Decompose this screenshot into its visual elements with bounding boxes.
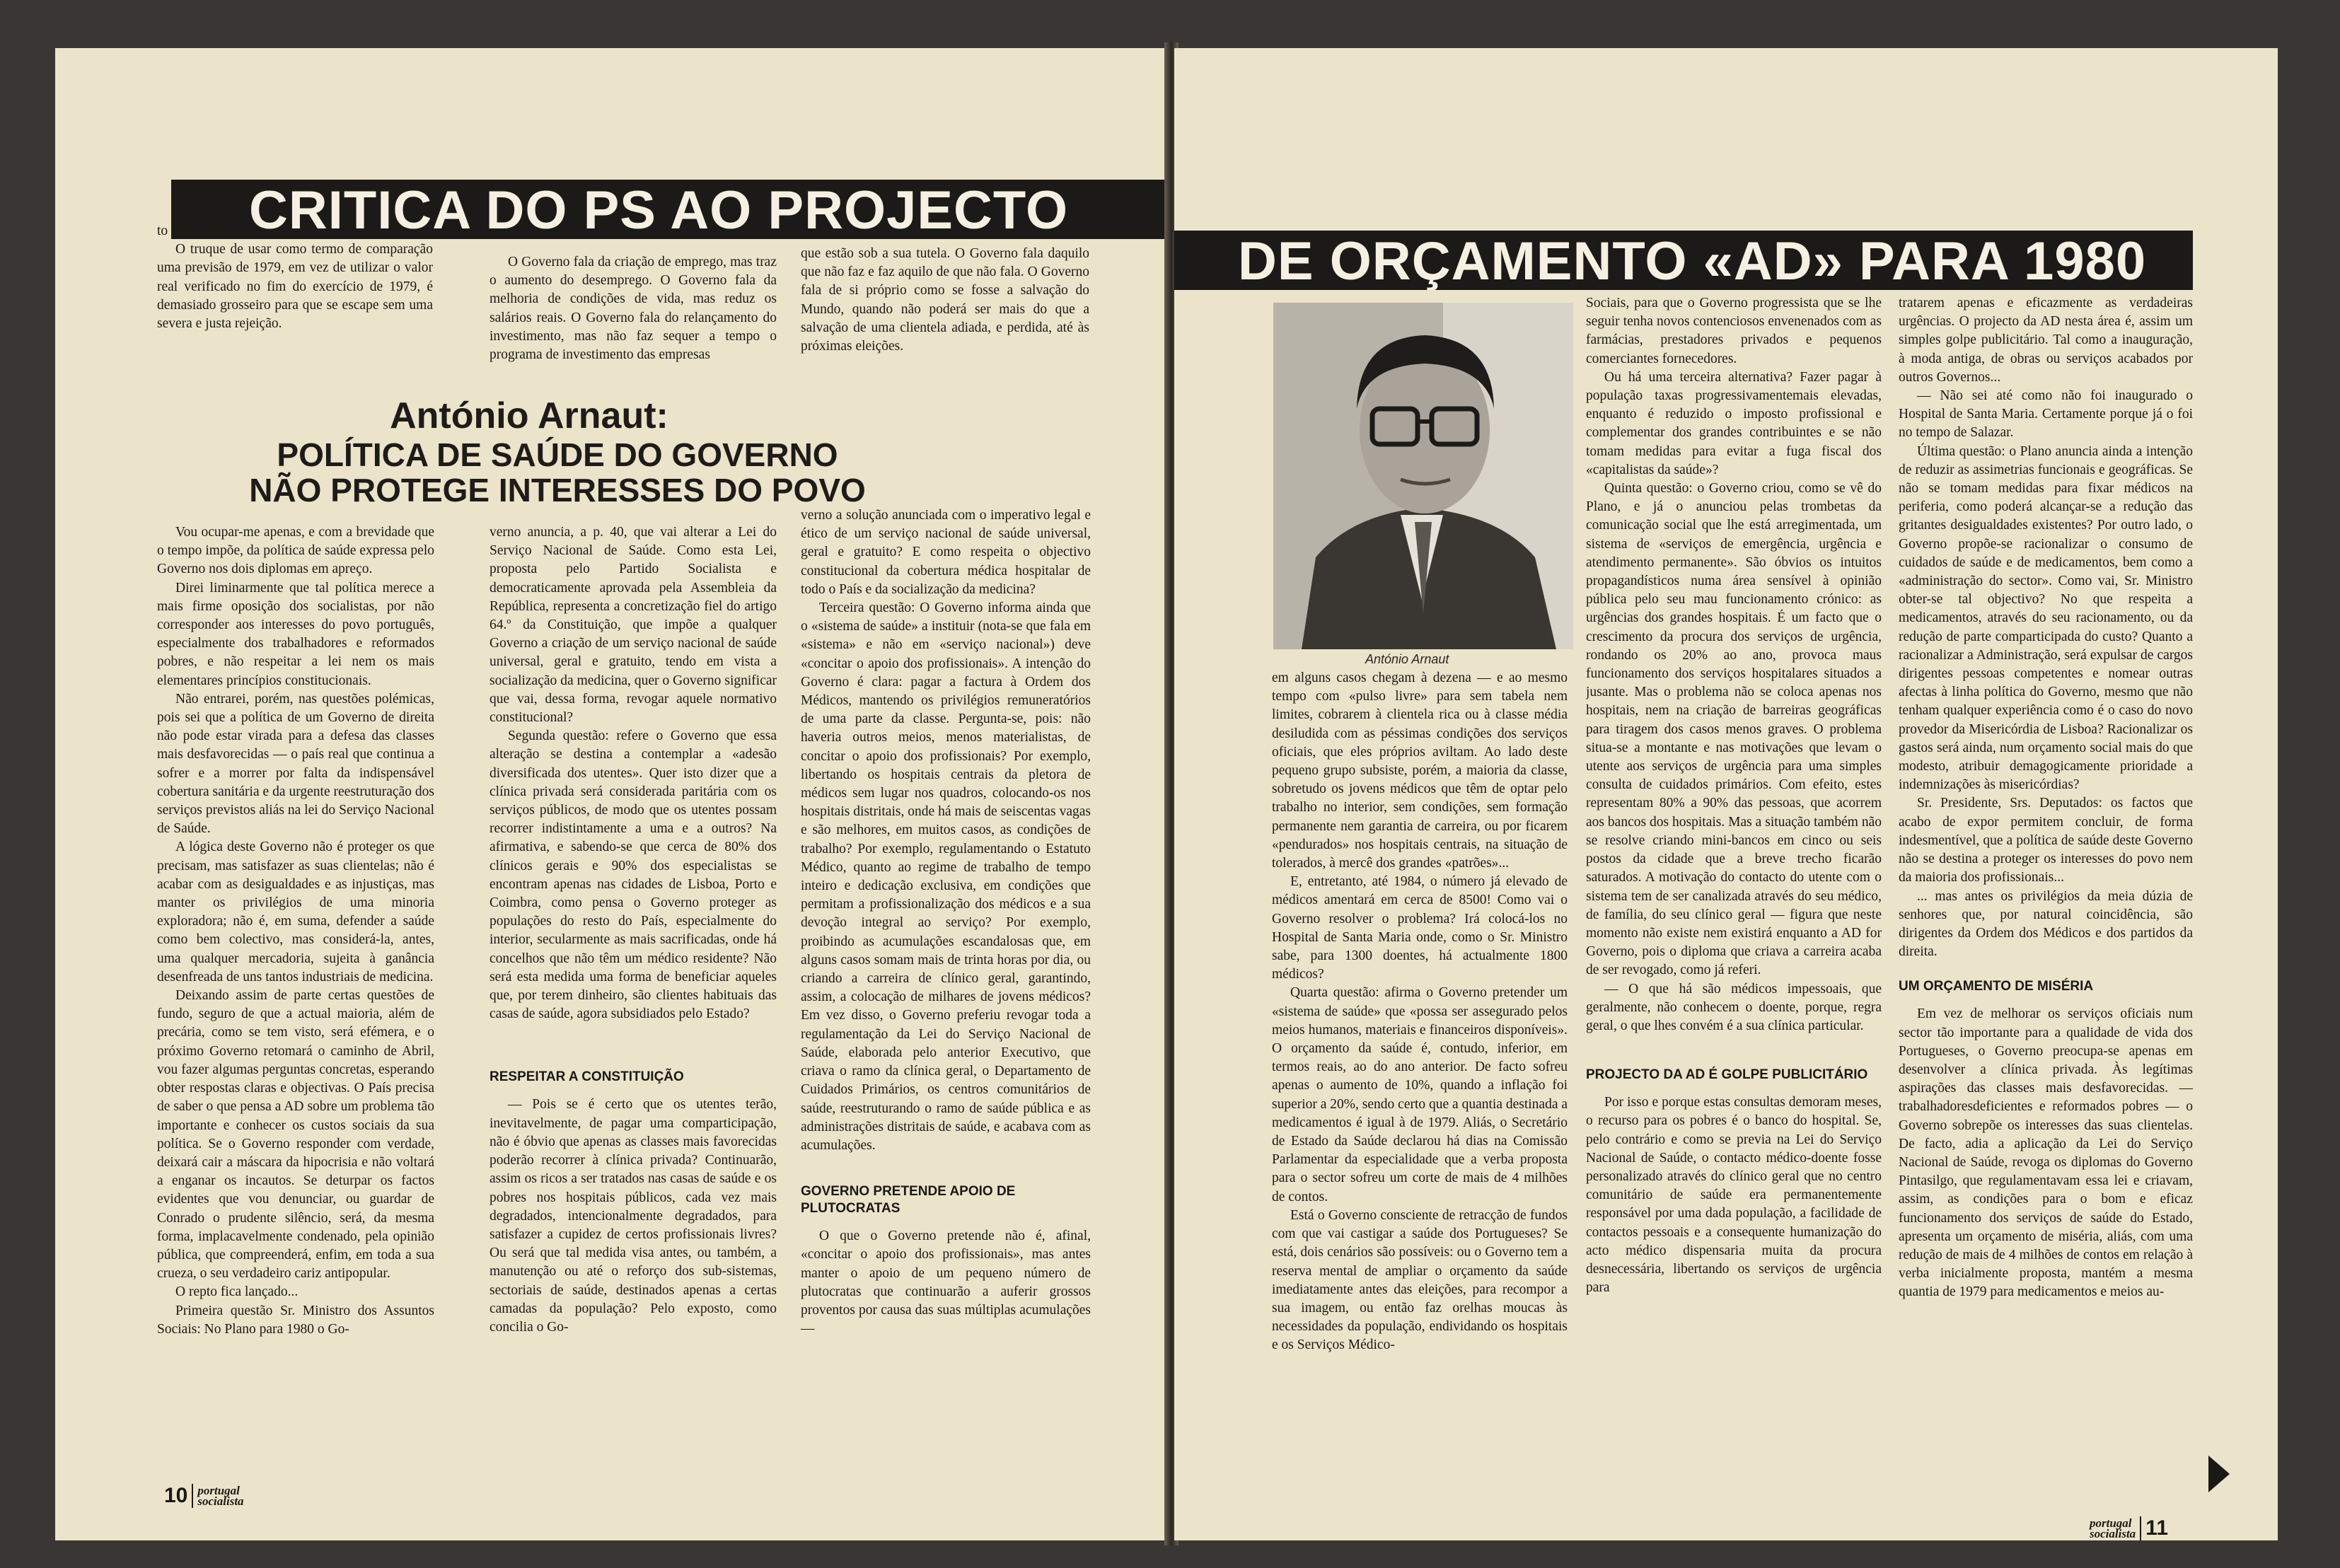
title-band-right: DE ORÇAMENTO «AD» PARA 1980 [1174, 231, 2193, 290]
paragraph: Deixando assim de parte certas questões de fundo, seguro de que a actual maioria, além de precária, como se tem visto, será efémera, e o próximo Governo retomará o caminho de Abril, vou fazer algumas perguntas concretas, esperando obter respostas claras e objectivas. O País precisa de saber o que pensa a AD sobre um problema tão importante e conhecer os custos sociais da sua política. Se o Governo responder com verdade, deixará cair a máscara da hipocrisia e não voltará a enganar os incautos. Se deturpar os factos evidentes que vou denunciar, ou guardar de Conrado o prudente silêncio, será, da mesma forma, implacavelmente condenado, pela opinião pública, que compreenderá, enfim, em toda a sua crueza, o seu verdadeiro cariz antipopular. [157, 988, 434, 1282]
paragraph: Vou ocupar-me apenas, e com a brevidade que o tempo impõe, da política de saúde expressa pelo Governo nos dois diplomas em apreço. [157, 525, 434, 577]
intro-paragraph: que estão sob a sua tutela. O Governo fala daquilo que não faz e faz aquilo de que não fala. O Governo fala de si próprio como se fosse a salvação do Mundo, quando não poderá ser mais do que a salvação de uma clientela adiada, e perdida, até às próximas eleições. [801, 246, 1089, 354]
intro-paragraph: O truque de usar como termo de comparação uma previsão de 1979, em vez de utilizar o valor real verificado no fim do exercício de 1979, é demasiado grosseiro para que se escape sem uma severa e justa rejeição. [157, 242, 433, 332]
paragraph: Quarta questão: afirma o Governo pretender um «sistema de saúde» que «possa ser assegurado pelos meios humanos, materiais e financeiros disponíveis». O orçamento da saúde é, contudo, inferior, em termos reais, ao do ano anterior. De facto sofreu apenas o aumento de 10%, quando a inflação foi superior a 20%, sendo certo que a quantia destinada a medicamentos é igual à de 1979. Aliás, o Secretário de Estado da Saúde declarou há dias na Comissão Parlamentar da especialidade que a verba proposta para o sector sofreu um corte de mais de 4 milhões de contos. [1272, 985, 1568, 1204]
arrow-right-icon [2208, 1456, 2230, 1492]
paragraph: Ou há uma terceira alternativa? Fazer pagar à população taxas progressivamentemais elevadas, enquanto é reduzido o imposto profissional e complementar dos grandes contribuintes e se não tomam medidas para evitar a fuga fiscal dos «capitalistas da saúde»? [1586, 369, 1882, 477]
paragraph: verno a solução anunciada com o imperativo legal e ético de um serviço nacional de saúde universal, geral e gratuito? E como respeita o objectivo constitucional da cobertura médica hospitalar de todo o País e da socialização da medicina? [801, 508, 1091, 597]
subheading-line-2: NÃO PROTEGE INTERESSES DO POVO [249, 472, 866, 509]
paragraph: — Não sei até como não foi inaugurado o Hospital de Santa Maria. Certamente porque já o foi no tempo de Salazar. [1899, 388, 2193, 441]
page-folio-left [164, 1484, 244, 1508]
portrait-photo [1273, 303, 1573, 649]
paragraph: — Pois se é certo que os utentes terão, inevitavelmente, de pagar uma comparticipação, não é óbvio que apenas as classes mais favorecidas poderão recorrer à clínica privada? Continuarão, assim os ricos a ser tratados nas casas de saúde e os pobres nos hospitais públicos, cada vez mais degradados, intencionalmente degradados, para satisfazer a cupidez de certos profissionais livres? Ou será que tal medida visa antes, ou também, a manutenção ou até o reforço dos sub-sistemas, sectoriais de saúde, destinados apenas a certas camadas da população? Pelo exposto, como concilia o Go- [490, 1097, 777, 1335]
section-heading: GOVERNO PRETENDE APOIO DE PLUTOCRATAS [801, 1184, 1016, 1216]
masthead-line: socialista [197, 1494, 244, 1508]
masthead-line: portugal [2090, 1516, 2132, 1530]
masthead-line: socialista [2090, 1527, 2136, 1540]
paragraph: verno anuncia, a p. 40, que vai alterar a Lei do Serviço Nacional de Saúde. Como esta Lei, proposta pelo Partido Socialista e democraticamente aprovada pela Assembleia da República, representa a concretização fiel do artigo 64.º da Constituição, que impõe a qualquer Governo a criação de um serviço nacional de saúde universal, geral e gratuito, tendo em vista a socialização da medicina, quer o Governo significar que vai, dessa forma, revogar aquele normativo constitucional? [490, 525, 777, 726]
masthead-line: portugal [197, 1484, 240, 1497]
photo-caption: António Arnaut [1365, 652, 1449, 666]
intro-column-1 [157, 222, 433, 378]
article-column-3 [801, 506, 1091, 1450]
paragraph: O que o Governo pretende não é, afinal, «concitar o apoio dos profissionais», mas antes manter o apoio de um pequeno número de plutocratas que continuarão a auferir grossos proventos por causa das suas múltiplas acumulações — [801, 1229, 1091, 1337]
subheading-line-1: POLÍTICA DE SAÚDE DO GOVERNO [277, 436, 838, 473]
paragraph: Terceira questão: O Governo informa ainda que o «sistema de saúde» a instituir (nota-se que fala em «sistema» e não em «serviço nacional») deve «concitar o apoio dos profissionais». A intenção do Governo é clara: pagar a factura à Ordem dos Médicos, mantendo os privilégios remuneratórios de uma parte da classe. Pergunta-se, pois: não haveria outros meios, menos materialistas, de concitar o apoio dos profissionais? Por exemplo, libertando os hospitais centrais da pletora de médicos sem lugar nos quadros, colocando-os nos hospitais distritais, onde há mais de seiscentas vagas e são melhores, em muitos casos, as condições de trabalho? Por exemplo, regulamentando o Estatuto Médico, quanto ao regime de trabalho de tempo inteiro e dedicação exclusiva, em condições que permitam a profissionalização dos médicos e a sua devoção integral ao serviço? Por exemplo, proibindo as acumulações escandalosas que, em alguns casos somam mais de trinta horas por dia, ou criando a carreira de clínico geral, garantindo, assim, a colocação de milhares de jovens médicos? Em vez disso, o Governo preferiu revogar toda a regulamentação da Lei do Serviço Nacional de Saúde, elaborada pelo anterior Executivo, que criava o ramo da clínica geral, o Departamento de Cuidados Primários, os centros comunitários de saúde, reestruturando o ramo de saúde pública e as administrações distritais de saúde, e acabava com as acumulações. [801, 600, 1091, 1153]
author-heading: António Arnaut: [390, 395, 668, 436]
paragraph: Não entrarei, porém, nas questões polémicas, pois sei que a política de um Governo de direita não pode estar virada para a defesa das classes mais desfavorecidas — o país real que continua a sofrer e a morrer por falta da indispensável cobertura sanitária e da urgente reestruturação dos serviços previstos aliás na lei do Serviço Nacional de Saúde. [157, 691, 434, 837]
paragraph: Direi liminarmente que tal política merece a mais firme oposição dos socialistas, por não corresponder aos interesses do povo português, especialmente dos trabalhadores e reformados pobres, e não respeitar a lei nem os mais elementares princípios constitucionais. [157, 580, 434, 688]
article-column-1 [157, 523, 434, 1450]
article-column-3 [1899, 294, 2193, 1504]
title-band-left: CRITICA DO PS AO PROJECTO [171, 180, 1167, 239]
section-heading: RESPEITAR A CONSTITUIÇÃO [490, 1069, 684, 1085]
article-column-2 [1586, 294, 1882, 1504]
page-folio-right [2090, 1516, 2168, 1540]
paragraph: Última questão: o Plano anuncia ainda a intenção de reduzir as assimetrias funcionais e geográficas. Se não se tomam medidas para fixar médicos na periferia, como poderá alcançar-se a redução das gritantes desigualdades existentes? Por outro lado, o Governo propõe-se racionalizar o consumo de cuidados de saúde e de medicamentos, bem como a «administração do sector». Como vai, Sr. Ministro obter-se tal objectivo? No que respeita a medicamentos, através do seu racionamento, ou da redução de parte comparticipada do custo? Quanto a racionalizar a Administração, será expulsar de cargos dirigentes pessoas competentes e nomear outras afectas à linha política do Governo, mesmo que não tenham qualquer experiência como é o caso do novo provedor da Misericórdia de Lisboa? Racionalizar os gastos será ainda, num orçamento social mais do que modesto, atribuir demagogicamente prioridade a indemnizações às misericórdias? [1899, 443, 2193, 793]
article-column-1 [1272, 669, 1568, 1504]
page-number: 10 [164, 1484, 188, 1507]
paragraph: Segunda questão: refere o Governo que essa alteração se destina a contemplar a «adesão diversificada dos utentes». Quer isto dizer que a clínica privada será considerada paritária com os serviços públicos, de modo que os utentes possam recorrer indistintamente a uma e a outros? Na afirmativa, e sabendo-se que cerca de 80% dos clínicos gerais e 90% dos especialistas se encontram apenas nas cidades de Lisboa, Porto e Coimbra, como pensa o Governo proteger as populações do resto do País, especialmente do interior, secularmente as mais sacrificadas, onde há concelhos que não têm um médico residente? Não será esta medida uma forma de beneficiar aqueles que, por terem dinheiro, são clientes habituais das casas de saúde, agora subsidiados pelo Estado? [490, 728, 777, 1022]
paragraph: Sr. Presidente, Srs. Deputados: os factos que acabo de expor permitem concluir, de forma indesmentível, que a política de saúde deste Governo não se destina a proteger os interesses do povo nem da maioria dos profissionais... [1899, 796, 2193, 885]
intro-paragraph: O Governo fala da criação de emprego, mas traz o aumento do desemprego. O Governo fala da melhoria de condições de vida, mas reduz os salários reais. O Governo fala do relançamento do investimento, mas não faz sequer a tempo o programa de investimento das empresas [490, 255, 777, 363]
paragraph: Sociais, para que o Governo progressista que se lhe seguir tenha novos contenciosos envenenados com as farmácias, prestadores privados e pequenos comerciantes fornecedores. [1586, 296, 1882, 366]
folio-rule [2140, 1516, 2141, 1540]
intro-paragraph: to mais elevado. [157, 223, 248, 238]
paragraph: Por isso e porque estas consultas demoram meses, o recurso para os pobres é o banco do hospital. Se, pelo contrário e como se previa na Lei do Serviço Nacional de Saúde, o contacto médico-doente fosse personalizado através do clínico geral que no centro comunitário de saúde era permanentemente responsável por uma dada população, a facilidade de contactos pessoais e a consequente humanização do acto médico dispensaria muita da procura desnecessária, libertando os serviços de urgência para [1586, 1095, 1882, 1296]
paragraph: Está o Governo consciente de retracção de fundos com que vai castigar a saúde dos Portugueses? Se está, dois cenários são possíveis: ou o Governo tem a reserva mental de ampliar o orçamento da saúde imediatamente antes das eleições, para recompor a sua imagem, ou então faz orelhas moucas às necessidades da população, endividando os hospitais e os Serviços Médico- [1272, 1207, 1568, 1353]
article-column-2 [490, 523, 777, 1450]
paragraph: A lógica deste Governo não é proteger os que precisam, mas satisfazer as suas clientelas; não é acabar com as desigualdades e as injustiças, mas manter os privilégios de uma minoria exploradora; não é, em suma, defender a saúde como bem colectivo, mas considerá-la, antes, uma qualquer mercadoria, sujeita à ganância desenfreada de uns tantos industriais de medicina. [157, 840, 434, 985]
portrait-illustration [1273, 303, 1573, 649]
paragraph: E, entretanto, até 1984, o número já elevado de médicos amentará em cerca de 8500! Como vai o Governo resolver o problema? Irá colocá-los no Hospital de Santa Maria onde, como o Sr. Ministro sabe, para 1300 doentes, há actualmente 1800 médicos? [1272, 874, 1568, 982]
right-page [1174, 48, 2278, 1540]
paragraph: O repto fica lançado... [175, 1284, 299, 1300]
intro-column-2 [490, 253, 777, 381]
section-heading: PROJECTO DA AD É GOLPE PUBLICITÁRIO [1586, 1067, 1868, 1083]
page-number: 11 [2145, 1516, 2168, 1540]
paragraph: tratarem apenas e eficazmente as verdadeiras urgências. O projecto da AD nesta área é, assim um simples golpe publicitário. Tal como a inauguração, à moda antiga, de obras ou serviços acabados por outros Governos... [1899, 296, 2193, 385]
paragraph: ... mas antes os privilégios da meia dúzia de senhores que, por natural coincidência, são dirigentes da Ordem dos Médicos e dos partidos da direita. [1899, 888, 2193, 960]
section-heading: UM ORÇAMENTO DE MISÉRIA [1899, 979, 2094, 994]
paragraph: em alguns casos chegam à dezena — e ao mesmo tempo com «pulso livre» para sem tabela nem limites, cobrarem à clientela rica ou à classe média desiludida com as péssimas condições dos serviços oficiais, que eles próprios aviltam. Ao lado deste pequeno grupo subsiste, porém, a maioria da classe, sobretudo os jovens médicos que têm de optar pelo trabalho no interior, sem condições, sem formação permanente nem garantia de carreira, ou por ficarem «pendurados» nos hospitais centrais, na situação de tolerados, à mercê dos grandes «patrões»... [1272, 670, 1568, 871]
masthead-logo [197, 1485, 243, 1506]
left-page [55, 48, 1167, 1540]
paragraph: Primeira questão Sr. Ministro dos Assuntos Sociais: No Plano para 1980 o Go- [157, 1303, 434, 1337]
intro-column-3 [801, 245, 1089, 379]
masthead-logo [2090, 1518, 2136, 1539]
paragraph: Em vez de melhorar os serviços oficiais num sector tão importante para a qualidade de vida dos Portugueses, o Governo preocupa-se apenas em desenvolver a clínica privada. Às legítimas aspirações das classes mais desfavorecidas. — trabalhadoresdeficientes e reformados pobres — o Governo sobrepõe os interesses das suas clientelas. De facto, adia a aplicação da Lei do Serviço Nacional de Saúde, revoga os diplomas do Governo Pintasilgo, que regulamentavam essa lei e criavam, assim, as condições para o bom e eficaz funcionamento dos serviços de saúde do Estado, apresenta um orçamento de miséria, aliás, com uma redução de mais de 4 milhões de contos em relação à verba inicialmente proposta, mantém a mesma quantia de 1979 para medicamentos e meios au- [1899, 1006, 2193, 1300]
folio-rule [192, 1484, 193, 1508]
paragraph: — O que há são médicos impessoais, que geralmente, não conhecem o doente, porque, regra geral, o que lhes convém é a sua clínica particular. [1586, 981, 1882, 1033]
paragraph: Quinta questão: o Governo criou, como se vê do Plano, e já o anunciou pelas trombetas da comunicação social que lhe está arregimentada, um sistema de «serviços de emergência, urgência e atendimento permanente». São óbvios os intuitos propagandísticos numa área sensível à opinião pública pelo seu mau funcionamento crónico: as urgências dos grandes hospitais. É um facto que o crescimento da procura dos serviços de urgência, rondando os 20% ao ano, provoca maus funcionamento dos serviços hospitalares situados a jusante. Mas o problema não se coloca apenas nos hospitais, nem na criação de barreiras geográficas para tiragem dos casos menos graves. O problema situa-se a montante e nas motivações que levam o utente aos serviços de urgência para uma simples consulta de cuidados primários. Com efeito, estes representam 80% a 90% das pessoas, que acorrem aos bancos dos hospitais. Mas a situação também não se resolve criando mini-bancos em cinco ou seis postos da cidade que a breve trecho ficarão saturados. A motivação do contacto do utente com o sistema tem de ser canalizada através do seu médico, de família, do seu clínico geral — figura que neste momento não existe nem existirá enquanto a AD for Governo, pois o diploma que criava a carreira acaba de ser revogado, como já referi. [1586, 481, 1882, 978]
